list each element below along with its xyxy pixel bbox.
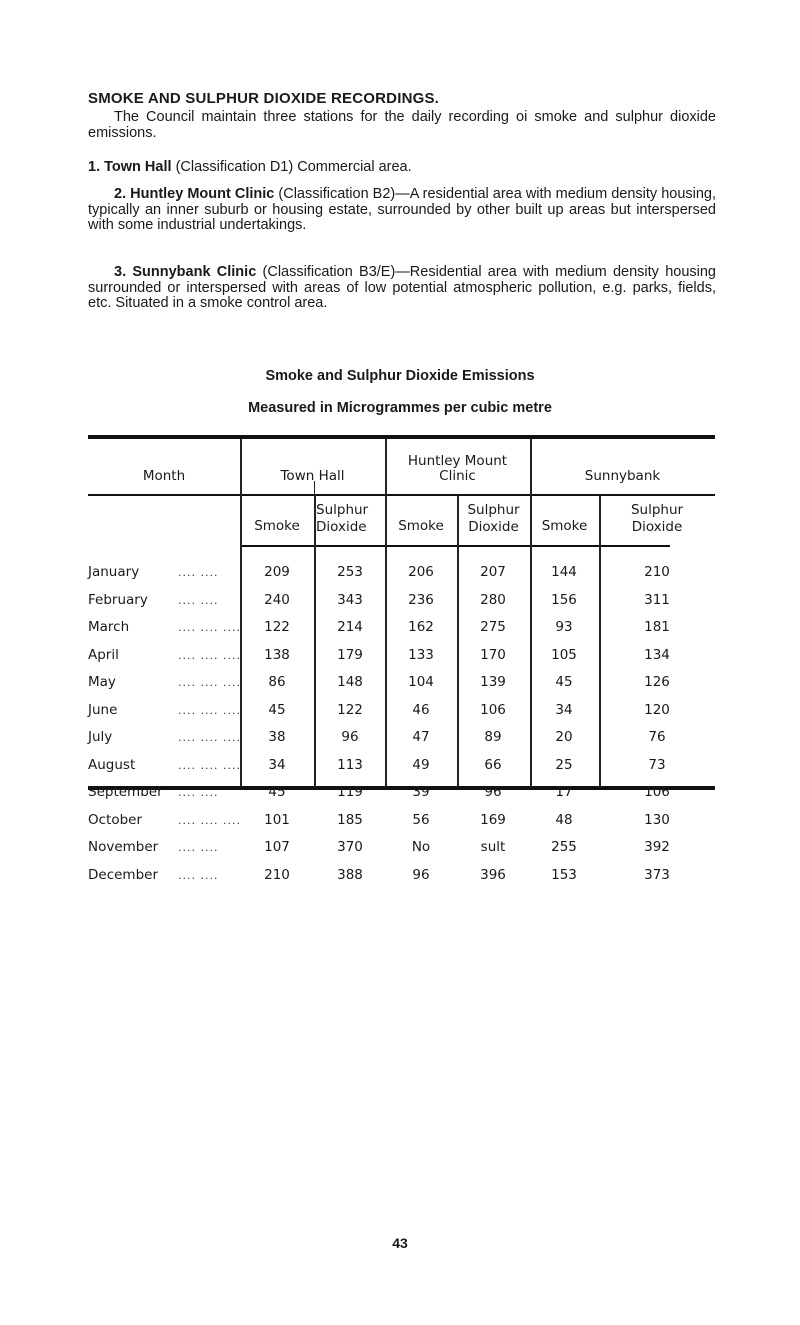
table-cell: 162	[408, 619, 434, 635]
table-cell: 153	[551, 866, 577, 883]
table-cell: 185	[337, 811, 363, 828]
row-month: December	[88, 866, 159, 883]
table-cell: 133	[408, 646, 434, 663]
station-number: 2.	[114, 186, 127, 202]
row-month: April	[88, 646, 119, 663]
table-cell: 113	[337, 756, 363, 773]
table-cell: 39	[412, 784, 430, 800]
header-town-hall: Town Hall	[280, 468, 345, 484]
row-month: March	[88, 619, 130, 635]
station-number: 3.	[114, 264, 127, 280]
station-description: (Classification B3/E)—Residential area with medium density housing surrounded or interspersed with areas of low potential atmospheric pollution, e.g. parks, fields, etc. Situated in a smoke control area.	[88, 264, 716, 311]
station-name: Sunnybank Clinic	[132, 264, 257, 280]
table-top-rule	[88, 435, 715, 439]
table-cell: 105	[551, 646, 577, 663]
table-cell: 49	[412, 756, 430, 773]
row-leader-dots: .... ....	[178, 868, 219, 882]
table-cell: 106	[644, 784, 670, 800]
table-cell: 207	[480, 564, 506, 580]
table-cell: 48	[555, 811, 573, 828]
page-heading: SMOKE AND SULPHUR DIOXIDE RECORDINGS.	[88, 90, 440, 107]
table-cell: 148	[337, 674, 363, 690]
table-cell: 396	[480, 866, 506, 883]
intro-paragraph: The Council maintain three stations for the daily recording oi smoke and sulphur dioxide emissions.	[88, 109, 716, 141]
subheader-sulphur	[599, 502, 715, 536]
row-month: February	[88, 591, 148, 608]
table-cell: 373	[644, 866, 670, 883]
table-cell: 343	[337, 591, 363, 608]
table-cell: 47	[412, 729, 430, 745]
table-cell: 122	[264, 619, 290, 635]
station-town-hall	[88, 160, 716, 176]
station-huntley-mount	[88, 187, 716, 234]
row-leader-dots: .... .... ....	[178, 703, 241, 717]
table-cell: 96	[341, 729, 359, 745]
table-cell: 45	[268, 784, 286, 800]
table-cell: 179	[337, 646, 363, 663]
subheader-sulphur-line1: Sulphur	[467, 502, 520, 518]
table-cell: 34	[268, 756, 286, 773]
row-month: November	[88, 839, 159, 855]
table-cell: 76	[648, 729, 666, 745]
subheader-smoke: Smoke	[541, 518, 588, 534]
table-cell: 280	[480, 591, 506, 608]
table-cell: 210	[264, 866, 290, 883]
table-cell: 210	[644, 564, 670, 580]
station-sunnybank	[88, 265, 716, 312]
subheader-sulphur-line2: Dioxide	[631, 519, 683, 535]
row-month: July	[88, 729, 113, 745]
subheader-sulphur	[316, 502, 385, 536]
row-leader-dots: .... .... ....	[178, 813, 241, 827]
table-cell: 253	[337, 564, 363, 580]
page-number: 43	[392, 1235, 408, 1251]
row-month: January	[88, 564, 140, 580]
table-cell: 139	[480, 674, 506, 690]
subheader-smoke: Smoke	[398, 518, 444, 534]
table-cell: sult	[480, 839, 506, 855]
table-cell: 126	[644, 674, 670, 690]
table-cell: 45	[555, 674, 573, 690]
row-leader-dots: .... ....	[178, 841, 219, 854]
station-description: (Classification B2)—A residential area with medium density housing, typically an inner suburb or housing estate, surrounded by other built up areas but interspersed with some industrial undertakings.	[88, 186, 717, 233]
table-cell: 144	[551, 564, 577, 580]
table-cell: 392	[644, 839, 670, 855]
table-cell: 34	[555, 701, 573, 718]
header-month: Month	[142, 468, 186, 484]
table-cell: 89	[484, 729, 502, 745]
row-leader-dots: .... .... ....	[178, 648, 241, 662]
table-cell: 104	[408, 674, 434, 690]
row-leader-dots: .... .... ....	[178, 731, 241, 744]
table-cell: 45	[268, 701, 286, 718]
table-cell: 130	[644, 811, 670, 828]
table-cell: 86	[268, 674, 286, 690]
table-cell: 388	[337, 866, 363, 883]
row-leader-dots: .... .... ....	[178, 676, 241, 689]
table-cell: 119	[337, 784, 363, 800]
table-cell: 96	[412, 866, 430, 883]
table-title: Smoke and Sulphur Dioxide Emissions	[265, 368, 535, 384]
table-cell: 206	[408, 564, 434, 580]
subheader-sulphur-line1: Sulphur	[316, 502, 369, 518]
table-cell: 170	[480, 646, 506, 663]
column-divider	[599, 495, 601, 786]
table-cell: 255	[551, 839, 577, 855]
row-month: May	[88, 674, 116, 690]
subheader-sulphur	[457, 502, 530, 536]
table-cell: 107	[264, 839, 290, 855]
row-month: October	[88, 811, 143, 828]
row-leader-dots: .... ....	[178, 786, 219, 799]
table-cell: 46	[412, 701, 430, 718]
subheader-sulphur-line1: Sulphur	[630, 502, 684, 518]
table-cell: 169	[480, 811, 506, 828]
subheader-sulphur-line2: Dioxide	[316, 519, 367, 535]
row-month: June	[88, 701, 118, 718]
table-cell: 134	[644, 646, 670, 663]
table-cell: 66	[484, 756, 502, 773]
table-cell: 17	[555, 784, 573, 800]
row-leader-dots: .... .... ....	[178, 621, 241, 634]
header-huntley-mount-line2: Clinic	[439, 468, 476, 484]
header-sunnybank: Sunnybank	[584, 468, 661, 484]
subheader-smoke: Smoke	[254, 518, 300, 534]
row-leader-dots: .... ....	[178, 566, 219, 579]
table-cell: 25	[555, 756, 573, 773]
table-cell: 209	[264, 564, 290, 580]
table-cell: 311	[644, 591, 670, 608]
table-cell: 101	[264, 811, 290, 828]
row-month: September	[88, 784, 163, 800]
table-cell: 214	[337, 619, 363, 635]
table-cell: No	[411, 839, 431, 855]
row-month: August	[88, 756, 136, 773]
table-cell: 138	[264, 646, 290, 663]
table-cell: 156	[551, 591, 577, 608]
table-cell: 96	[484, 784, 502, 800]
subheader-divider	[240, 545, 670, 547]
header-divider	[88, 494, 715, 496]
table-cell: 106	[480, 701, 506, 718]
table-cell: 56	[412, 811, 430, 828]
subheader-sulphur-line2: Dioxide	[468, 519, 519, 535]
table-cell: 240	[264, 591, 290, 608]
header-huntley-mount-line1: Huntley Mount	[407, 453, 508, 469]
table-cell: 370	[337, 839, 363, 855]
table-cell: 93	[555, 619, 573, 635]
table-cell: 120	[644, 701, 670, 718]
row-leader-dots: .... ....	[178, 593, 219, 607]
station-description: (Classification D1) Commercial area.	[175, 159, 412, 175]
table-cell: 275	[480, 619, 506, 635]
station-number: 1.	[88, 159, 101, 175]
table-cell: 122	[337, 701, 363, 718]
table-cell: 236	[408, 591, 434, 608]
station-name: Huntley Mount Clinic	[130, 186, 275, 202]
station-name: Town Hall	[104, 159, 172, 175]
table-subtitle: Measured in Microgrammes per cubic metre	[248, 400, 552, 416]
table-cell: 73	[648, 756, 666, 773]
table-cell: 181	[644, 619, 670, 635]
table-cell: 38	[268, 729, 286, 745]
table-cell: 20	[555, 729, 573, 745]
row-leader-dots: .... .... ....	[178, 758, 241, 772]
